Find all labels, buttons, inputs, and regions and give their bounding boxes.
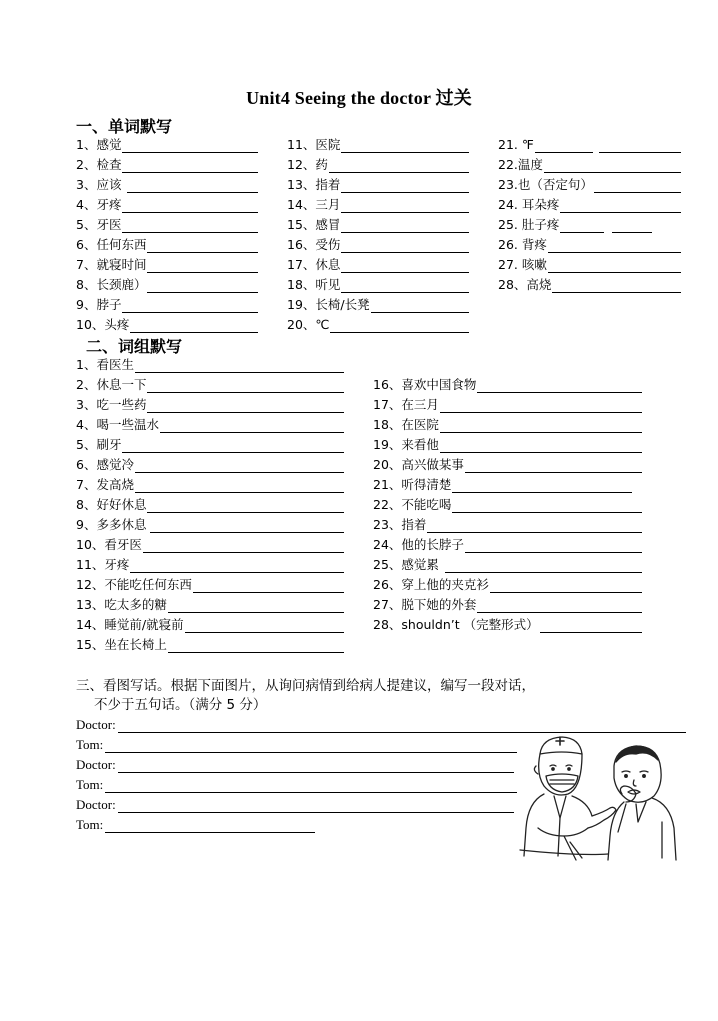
answer-blank[interactable] <box>452 499 642 513</box>
dialog-line <box>76 817 315 833</box>
word-item-label: 10、头疼 <box>76 317 130 332</box>
phrase-item-label: 6、感觉冷 <box>76 457 134 472</box>
word-item-label: 21. ℉ <box>498 137 534 152</box>
answer-blank[interactable] <box>540 619 642 633</box>
word-item-label: 26. 背疼 <box>498 237 547 252</box>
word-item-label: 19、长椅/长凳 <box>287 297 370 312</box>
word-item <box>287 137 469 153</box>
answer-blank[interactable] <box>130 559 344 573</box>
phrase-item <box>373 377 642 393</box>
dialog-line <box>76 797 514 813</box>
speaker-label: Tom: <box>76 817 104 832</box>
phrase-item <box>76 437 344 453</box>
word-item <box>76 197 258 213</box>
answer-blank[interactable] <box>427 519 642 533</box>
section3-instruction-2: 不少于五句话。（满分 5 分） <box>94 697 267 713</box>
answer-blank[interactable] <box>135 459 344 473</box>
phrase-item-label: 4、喝一些温水 <box>76 417 159 432</box>
word-item-label: 20、℃ <box>287 317 330 332</box>
word-item <box>76 277 258 293</box>
phrase-item-label: 27、脱下她的外套 <box>373 597 477 612</box>
answer-blank[interactable] <box>341 199 469 213</box>
answer-blank[interactable] <box>465 539 642 553</box>
answer-blank[interactable] <box>122 159 258 173</box>
phrase-item <box>76 417 344 433</box>
word-item-label: 16、受伤 <box>287 237 341 252</box>
word-item <box>287 237 469 253</box>
answer-blank[interactable] <box>122 139 258 153</box>
page-title: Unit4 Seeing the doctor 过关 <box>246 88 472 108</box>
answer-blank[interactable] <box>612 219 652 233</box>
dialog-blank[interactable] <box>105 739 517 753</box>
phrase-item-label: 11、牙疼 <box>76 557 130 572</box>
answer-blank[interactable] <box>548 259 681 273</box>
dialog-blank[interactable] <box>118 799 514 813</box>
phrase-item <box>76 597 344 613</box>
word-item <box>76 237 258 253</box>
phrase-item-label: 14、睡觉前/就寝前 <box>76 617 184 632</box>
word-item <box>287 157 469 173</box>
dialog-blank[interactable] <box>105 819 315 833</box>
answer-blank[interactable] <box>341 179 469 193</box>
word-item-label: 28、高烧 <box>498 277 552 292</box>
word-item-label: 22.温度 <box>498 157 543 172</box>
phrase-item-label: 3、吃一些药 <box>76 397 147 412</box>
answer-blank[interactable] <box>490 579 642 593</box>
phrase-item-label: 24、他的长脖子 <box>373 537 464 552</box>
phrase-item <box>76 357 344 373</box>
phrase-item-label: 25、感觉累 <box>373 557 439 572</box>
word-item-label: 11、医院 <box>287 137 341 152</box>
answer-blank[interactable] <box>560 219 604 233</box>
answer-blank[interactable] <box>147 279 258 293</box>
answer-blank[interactable] <box>341 279 469 293</box>
word-item-label: 13、指着 <box>287 177 341 192</box>
word-item-label: 1、感觉 <box>76 137 122 152</box>
answer-blank[interactable] <box>147 399 344 413</box>
word-item <box>498 217 681 233</box>
phrase-item-label: 12、不能吃任何东西 <box>76 577 192 592</box>
word-item-label: 9、脖子 <box>76 297 122 312</box>
answer-blank[interactable] <box>185 619 344 633</box>
answer-blank[interactable] <box>330 319 469 333</box>
answer-blank[interactable] <box>147 379 344 393</box>
phrase-item-label: 16、喜欢中国食物 <box>373 377 477 392</box>
word-item-label: 23.也（否定句） <box>498 177 593 192</box>
answer-blank[interactable] <box>150 519 344 533</box>
dialog-line <box>76 777 517 793</box>
answer-blank[interactable] <box>135 479 344 493</box>
speaker-label: Doctor: <box>76 717 116 732</box>
phrase-item <box>76 397 344 413</box>
phrase-item <box>373 557 642 573</box>
phrase-item-label: 10、看牙医 <box>76 537 142 552</box>
answer-blank[interactable] <box>147 239 258 253</box>
answer-blank[interactable] <box>445 559 642 573</box>
phrase-item-label: 26、穿上他的夹克衫 <box>373 577 489 592</box>
phrase-item <box>76 457 344 473</box>
phrase-item <box>373 617 642 633</box>
phrase-item-label: 20、高兴做某事 <box>373 457 464 472</box>
section3-instruction: 三、看图写话。根据下面图片，从询问病情到给病人提建议，编写一段对话， <box>76 678 535 694</box>
word-item-label: 15、感冒 <box>287 217 341 232</box>
phrase-item <box>76 617 344 633</box>
speaker-label: Tom: <box>76 777 104 792</box>
phrase-item <box>373 417 642 433</box>
section1-heading: 一、单词默写 <box>76 117 173 136</box>
phrase-item <box>373 457 642 473</box>
answer-blank[interactable] <box>560 199 681 213</box>
word-item <box>287 257 469 273</box>
word-item <box>76 317 258 333</box>
answer-blank[interactable] <box>477 379 642 393</box>
answer-blank[interactable] <box>599 139 681 153</box>
word-item-label: 7、就寝时间 <box>76 257 147 272</box>
word-item-label: 17、休息 <box>287 257 341 272</box>
phrase-item <box>76 577 344 593</box>
phrase-item <box>373 577 642 593</box>
word-item-label: 14、三月 <box>287 197 341 212</box>
answer-blank[interactable] <box>341 219 469 233</box>
answer-blank[interactable] <box>452 479 632 493</box>
word-item-label: 2、检查 <box>76 157 122 172</box>
answer-blank[interactable] <box>552 279 681 293</box>
answer-blank[interactable] <box>168 599 344 613</box>
answer-blank[interactable] <box>193 579 344 593</box>
word-item <box>498 197 681 213</box>
phrase-item <box>373 397 642 413</box>
phrase-item <box>373 477 632 493</box>
answer-blank[interactable] <box>341 259 469 273</box>
phrase-item <box>373 517 642 533</box>
word-item-label: 3、应该 <box>76 177 122 192</box>
word-item <box>498 277 681 293</box>
word-item-label: 24. 耳朵疼 <box>498 197 560 212</box>
word-item <box>498 257 681 273</box>
word-item-label: 27. 咳嗽 <box>498 257 547 272</box>
word-item <box>287 177 469 193</box>
phrase-item <box>76 377 344 393</box>
dialog-line <box>76 757 514 773</box>
phrase-item-label: 13、吃太多的糖 <box>76 597 167 612</box>
word-item <box>287 197 469 213</box>
answer-blank[interactable] <box>147 259 258 273</box>
word-item <box>498 137 681 153</box>
phrase-item-label: 18、在医院 <box>373 417 439 432</box>
phrase-item-label: 15、坐在长椅上 <box>76 637 167 652</box>
answer-blank[interactable] <box>122 219 258 233</box>
answer-blank[interactable] <box>440 419 642 433</box>
phrase-item-label: 19、来看他 <box>373 437 439 452</box>
word-item <box>76 177 258 193</box>
word-item-label: 8、长颈鹿） <box>76 277 147 292</box>
phrase-item <box>76 497 344 513</box>
word-item-label: 6、任何东西 <box>76 237 147 252</box>
phrase-item <box>76 637 344 653</box>
phrase-item-label: 17、在三月 <box>373 397 439 412</box>
section2-heading: 二、词组默写 <box>86 337 183 356</box>
phrase-item-label: 8、好好休息 <box>76 497 147 512</box>
answer-blank[interactable] <box>143 539 344 553</box>
word-item <box>76 137 258 153</box>
phrase-item-label: 7、发高烧 <box>76 477 134 492</box>
phrase-item-label: 5、刷牙 <box>76 437 122 452</box>
word-item <box>287 317 469 333</box>
word-item <box>76 257 258 273</box>
answer-blank[interactable] <box>341 239 469 253</box>
phrase-item <box>76 557 344 573</box>
answer-blank[interactable] <box>544 159 681 173</box>
phrase-item-label: 23、指着 <box>373 517 427 532</box>
answer-blank[interactable] <box>168 639 344 653</box>
word-item <box>76 297 258 313</box>
word-item <box>287 277 469 293</box>
answer-blank[interactable] <box>122 299 258 313</box>
answer-blank[interactable] <box>594 179 681 193</box>
speaker-label: Doctor: <box>76 757 116 772</box>
phrase-item-label: 22、不能吃喝 <box>373 497 452 512</box>
dialog-blank[interactable] <box>118 719 686 733</box>
dialog-blank[interactable] <box>105 779 517 793</box>
word-item-label: 4、牙疼 <box>76 197 122 212</box>
answer-blank[interactable] <box>477 599 642 613</box>
word-item <box>498 177 681 193</box>
answer-blank[interactable] <box>535 139 593 153</box>
phrase-item-label: 9、多多休息 <box>76 517 147 532</box>
dialog-blank[interactable] <box>118 759 514 773</box>
phrase-item <box>76 517 344 533</box>
answer-blank[interactable] <box>147 499 344 513</box>
word-item <box>498 237 681 253</box>
phrase-item <box>373 497 642 513</box>
speaker-label: Doctor: <box>76 797 116 812</box>
word-item <box>76 157 258 173</box>
doctor-patient-illustration <box>518 732 680 862</box>
answer-blank[interactable] <box>130 319 258 333</box>
answer-blank[interactable] <box>135 359 344 373</box>
word-item-label: 5、牙医 <box>76 217 122 232</box>
answer-blank[interactable] <box>122 199 258 213</box>
phrase-item <box>373 437 642 453</box>
phrase-item-label: 1、看医生 <box>76 357 134 372</box>
phrase-item-label: 2、休息一下 <box>76 377 147 392</box>
answer-blank[interactable] <box>127 179 258 193</box>
phrase-item-label: 28、shouldn’t （完整形式） <box>373 617 539 632</box>
answer-blank[interactable] <box>329 159 469 173</box>
answer-blank[interactable] <box>371 299 469 313</box>
word-item <box>287 297 469 313</box>
answer-blank[interactable] <box>440 439 642 453</box>
answer-blank[interactable] <box>465 459 642 473</box>
phrase-item-label: 21、听得清楚 <box>373 477 452 492</box>
answer-blank[interactable] <box>122 439 344 453</box>
phrase-item <box>373 597 642 613</box>
word-item-label: 25. 肚子疼 <box>498 217 560 232</box>
answer-blank[interactable] <box>548 239 681 253</box>
word-item-label: 18、听见 <box>287 277 341 292</box>
answer-blank[interactable] <box>440 399 642 413</box>
phrase-item <box>373 537 642 553</box>
answer-blank[interactable] <box>160 419 344 433</box>
phrase-item <box>76 537 344 553</box>
word-item <box>498 157 681 173</box>
word-item-label: 12、药 <box>287 157 328 172</box>
dialog-line <box>76 737 517 753</box>
dialog-line <box>76 717 686 733</box>
speaker-label: Tom: <box>76 737 104 752</box>
answer-blank[interactable] <box>341 139 469 153</box>
word-item <box>76 217 258 233</box>
phrase-item <box>76 477 344 493</box>
word-item <box>287 217 469 233</box>
